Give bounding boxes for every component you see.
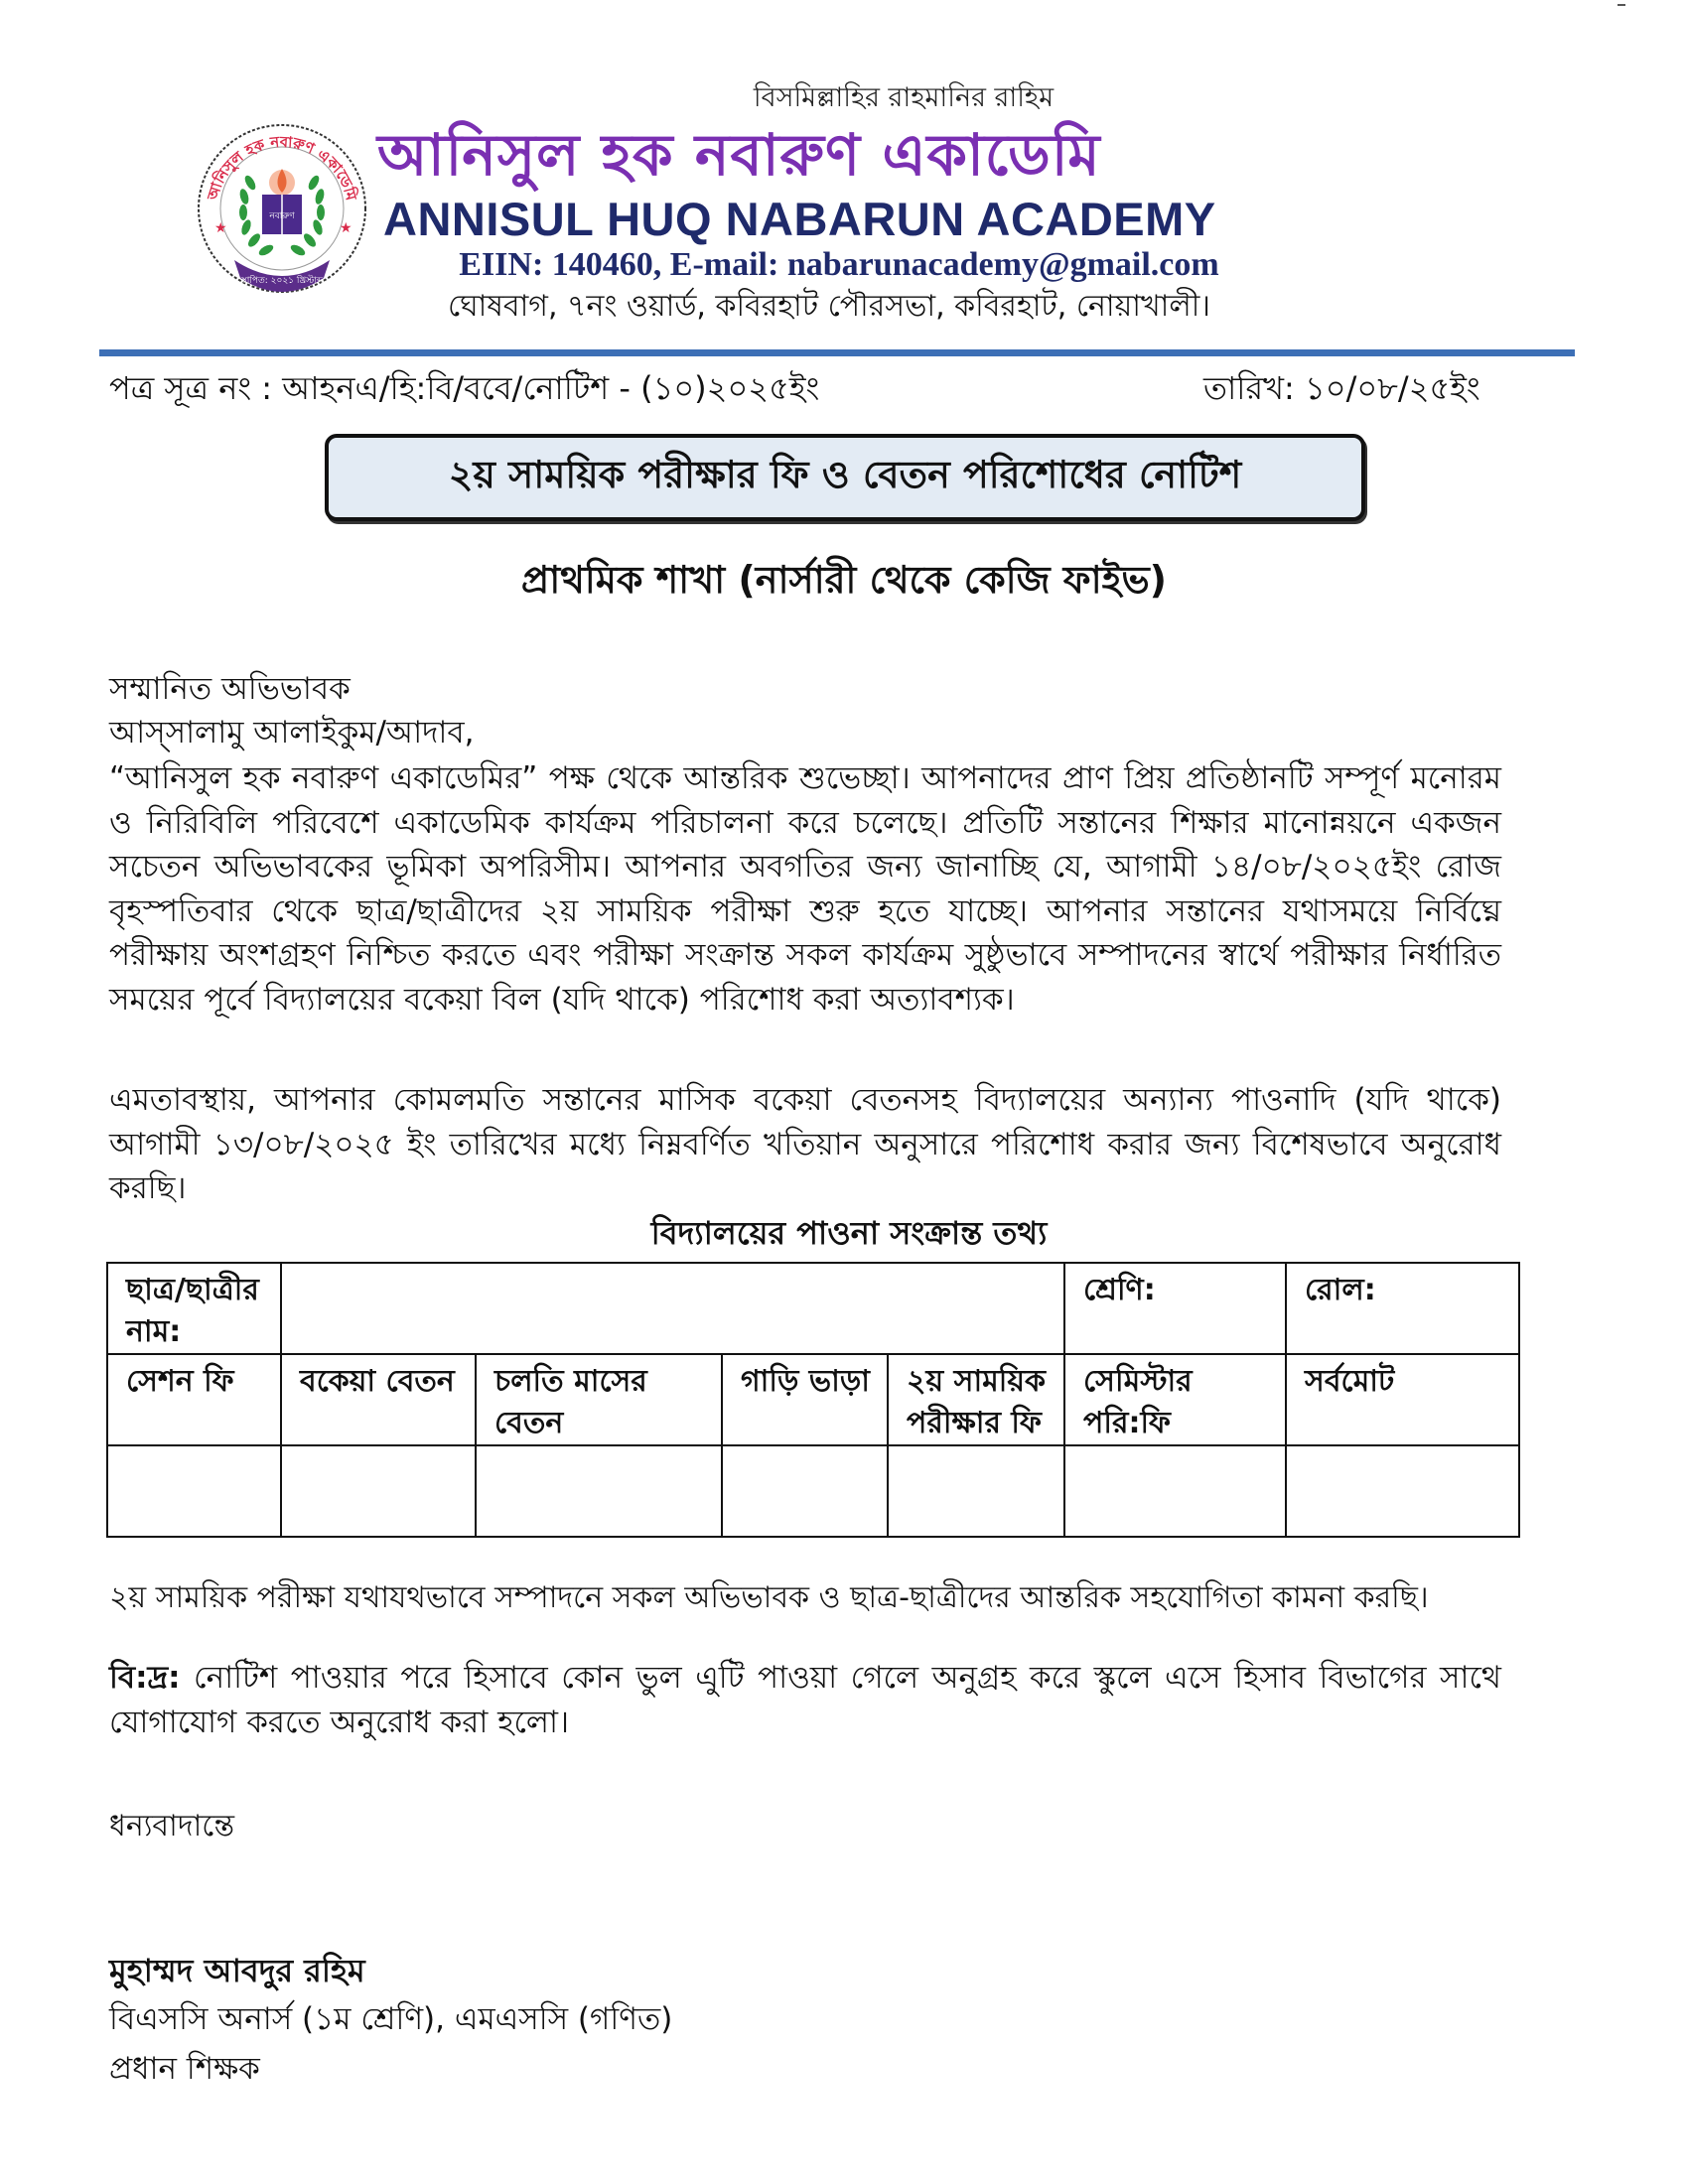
footnote: [109, 1656, 1501, 1745]
signatory-qualification: বিএসসি অনার্স (১ম শ্রেণি), এমএসসি (গণিত): [109, 2001, 673, 2037]
notice-date: তারিখ: ১০/০৮/২৫ইং: [1203, 369, 1480, 407]
student-name-field[interactable]: [281, 1263, 1064, 1354]
table-row-student: [107, 1263, 1519, 1354]
logo-svg: [195, 121, 369, 296]
value-exam-fee[interactable]: [888, 1445, 1064, 1537]
column-header-due-salary: বকেয়া বেতন: [281, 1354, 476, 1445]
paragraph-intro: “আনিসুল হক নবারুণ একাডেমির” পক্ষ থেকে আন্তরিক শুভেচ্ছা। আপনাদের প্রাণ প্রিয় প্রতিষ্ঠানটি সম্পূর্ণ মনোরম ও নিরিবিলি পরিবেশে একাডেমিক কার্যক্রম পরিচালনা করে চলেছে। প্রতিটি সন্তানের শিক্ষার মানোন্নয়নে একজন সচেতন অভিভাবকের ভূমিকা অপরিসীম। আপনার অবগতির জন্য জানাচ্ছি যে, আগামী ১৪/০৮/২০২৫ইং রোজ বৃহস্পতিবার থেকে ছাত্র/ছাত্রীদের ২য় সাময়িক পরীক্ষা শুরু হতে যাচ্ছে। আপনার সন্তানের যথাসময়ে নির্বিঘ্নে পরীক্ষায় অংশগ্রহণ নিশ্চিত করতে এবং পরীক্ষা সংক্রান্ত সকল কার্যক্রম সুষ্ঠুভাবে সম্পাদনের স্বার্থে পরীক্ষার নির্ধারিত সময়ের পূর্বে বিদ্যালয়ের বকেয়া বিল (যদি থাকে) পরিশোধ করা অত্যাবশ্যক।: [109, 760, 1501, 1018]
table-row-headers: [107, 1354, 1519, 1445]
school-emblem-icon: [195, 121, 369, 296]
reference-number: পত্র সূত্র নং : আহনএ/হি:বি/ববে/নোটিশ - (১০)২০২৫ইং: [109, 369, 820, 407]
salutation: সম্মানিত অভিভাবক: [109, 671, 351, 707]
signatory-designation: প্রধান শিক্ষক: [109, 2051, 260, 2087]
logo-ribbon-text: স্থাপিত: ২০২১ খ্রিস্টাব্দ: [240, 276, 324, 286]
table-caption: বিদ্যালয়ের পাওনা সংক্রান্ত তথ্য: [650, 1214, 1048, 1252]
book-icon: [262, 195, 302, 234]
value-grand-total[interactable]: [1286, 1445, 1519, 1537]
notice-title: ২য় সাময়িক পরীক্ষার ফি ও বেতন পরিশোধের নোটিশ: [448, 453, 1242, 496]
thanks-line: ধন্যবাদান্তে: [109, 1809, 235, 1843]
school-name-bengali: আনিসুল হক নবারুণ একাডেমি: [377, 121, 1101, 189]
column-header-transport-fare: গাড়ি ভাড়া: [722, 1354, 888, 1445]
school-name-english: ANNISUL HUQ NABARUN ACADEMY: [383, 193, 1216, 245]
footnote-label: বি:দ্র:: [109, 1660, 181, 1696]
value-due-salary[interactable]: [281, 1445, 476, 1537]
paragraph-payment-request: এমতাবস্থায়, আপনার কোমলমতি সন্তানের মাসিক বকেয়া বেতনসহ বিদ্যালয়ের অন্যান্য পাওনাদি (যদি থাকে) আগামী ১৩/০৮/২০২৫ ইং তারিখের মধ্যে নিম্নবর্ণিত খতিয়ান অনুসারে পরিশোধ করার জন্য বিশেষভাবে অনুরোধ করছি।: [109, 1082, 1501, 1206]
dues-table: [106, 1262, 1520, 1538]
logo-star-left-icon: ★: [214, 220, 227, 236]
class-label: শ্রেণি:: [1064, 1263, 1286, 1354]
notice-subtitle: প্রাথমিক শাখা (নার্সারী থেকে কেজি ফাইভ): [520, 558, 1168, 602]
roll-label: রোল:: [1286, 1263, 1519, 1354]
notice-title-box: [325, 434, 1365, 521]
logo-star-right-icon: ★: [340, 220, 352, 236]
footnote-text: নোটিশ পাওয়ার পরে হিসাবে কোন ভুল এুটি পাওয়া গেলে অনুগ্রহ করে স্কুলে এসে হিসাব বিভাগের সাথে যোগাযোগ করতে অনুরোধ করা হলো।: [109, 1660, 1501, 1740]
table-row-values: [107, 1445, 1519, 1537]
eiin-email-line: EIIN: 140460, E-mail: nabarunacademy@gmail.com: [459, 246, 1219, 283]
column-header-grand-total: সর্বমোট: [1286, 1354, 1519, 1445]
value-semester-fee[interactable]: [1064, 1445, 1286, 1537]
signatory-name: মুহাম্মদ আবদুর রহিম: [109, 1952, 365, 1989]
column-header-current-month-salary: চলতি মাসের বেতন: [476, 1354, 722, 1445]
value-session-fee[interactable]: [107, 1445, 281, 1537]
header-divider: [99, 349, 1575, 356]
column-header-session-fee: সেশন ফি: [107, 1354, 281, 1445]
school-address: ঘোষবাগ, ৭নং ওয়ার্ড, কবিরহাট পৌরসভা, কবিরহাট, নোয়াখালী।: [447, 289, 1211, 324]
column-header-semester-fee: সেমিস্টার পরি:ফি: [1064, 1354, 1286, 1445]
scan-artifact: [1618, 4, 1625, 6]
cooperation-line: ২য় সাময়িক পরীক্ষা যথাযথভাবে সম্পাদনে সকল অভিভাবক ও ছাত্র-ছাত্রীদের আন্তরিক সহযোগিতা কামনা করছি।: [109, 1580, 1429, 1615]
value-transport-fare[interactable]: [722, 1445, 888, 1537]
value-current-month-salary[interactable]: [476, 1445, 722, 1537]
student-name-label: ছাত্র/ছাত্রীর নাম:: [107, 1263, 281, 1354]
bismillah-line: বিসমিল্লাহির রাহমানির রাহিম: [753, 82, 1055, 113]
logo-ring-text: আনিসুল হক নবারুণ একাডেমি: [204, 132, 360, 203]
svg-text:নবারুণ: নবারুণ: [269, 211, 295, 221]
column-header-exam-fee: ২য় সাময়িক পরীক্ষার ফি: [888, 1354, 1064, 1445]
greeting: আস্‌সালামু আলাইকুম/আদাব,: [109, 715, 475, 751]
